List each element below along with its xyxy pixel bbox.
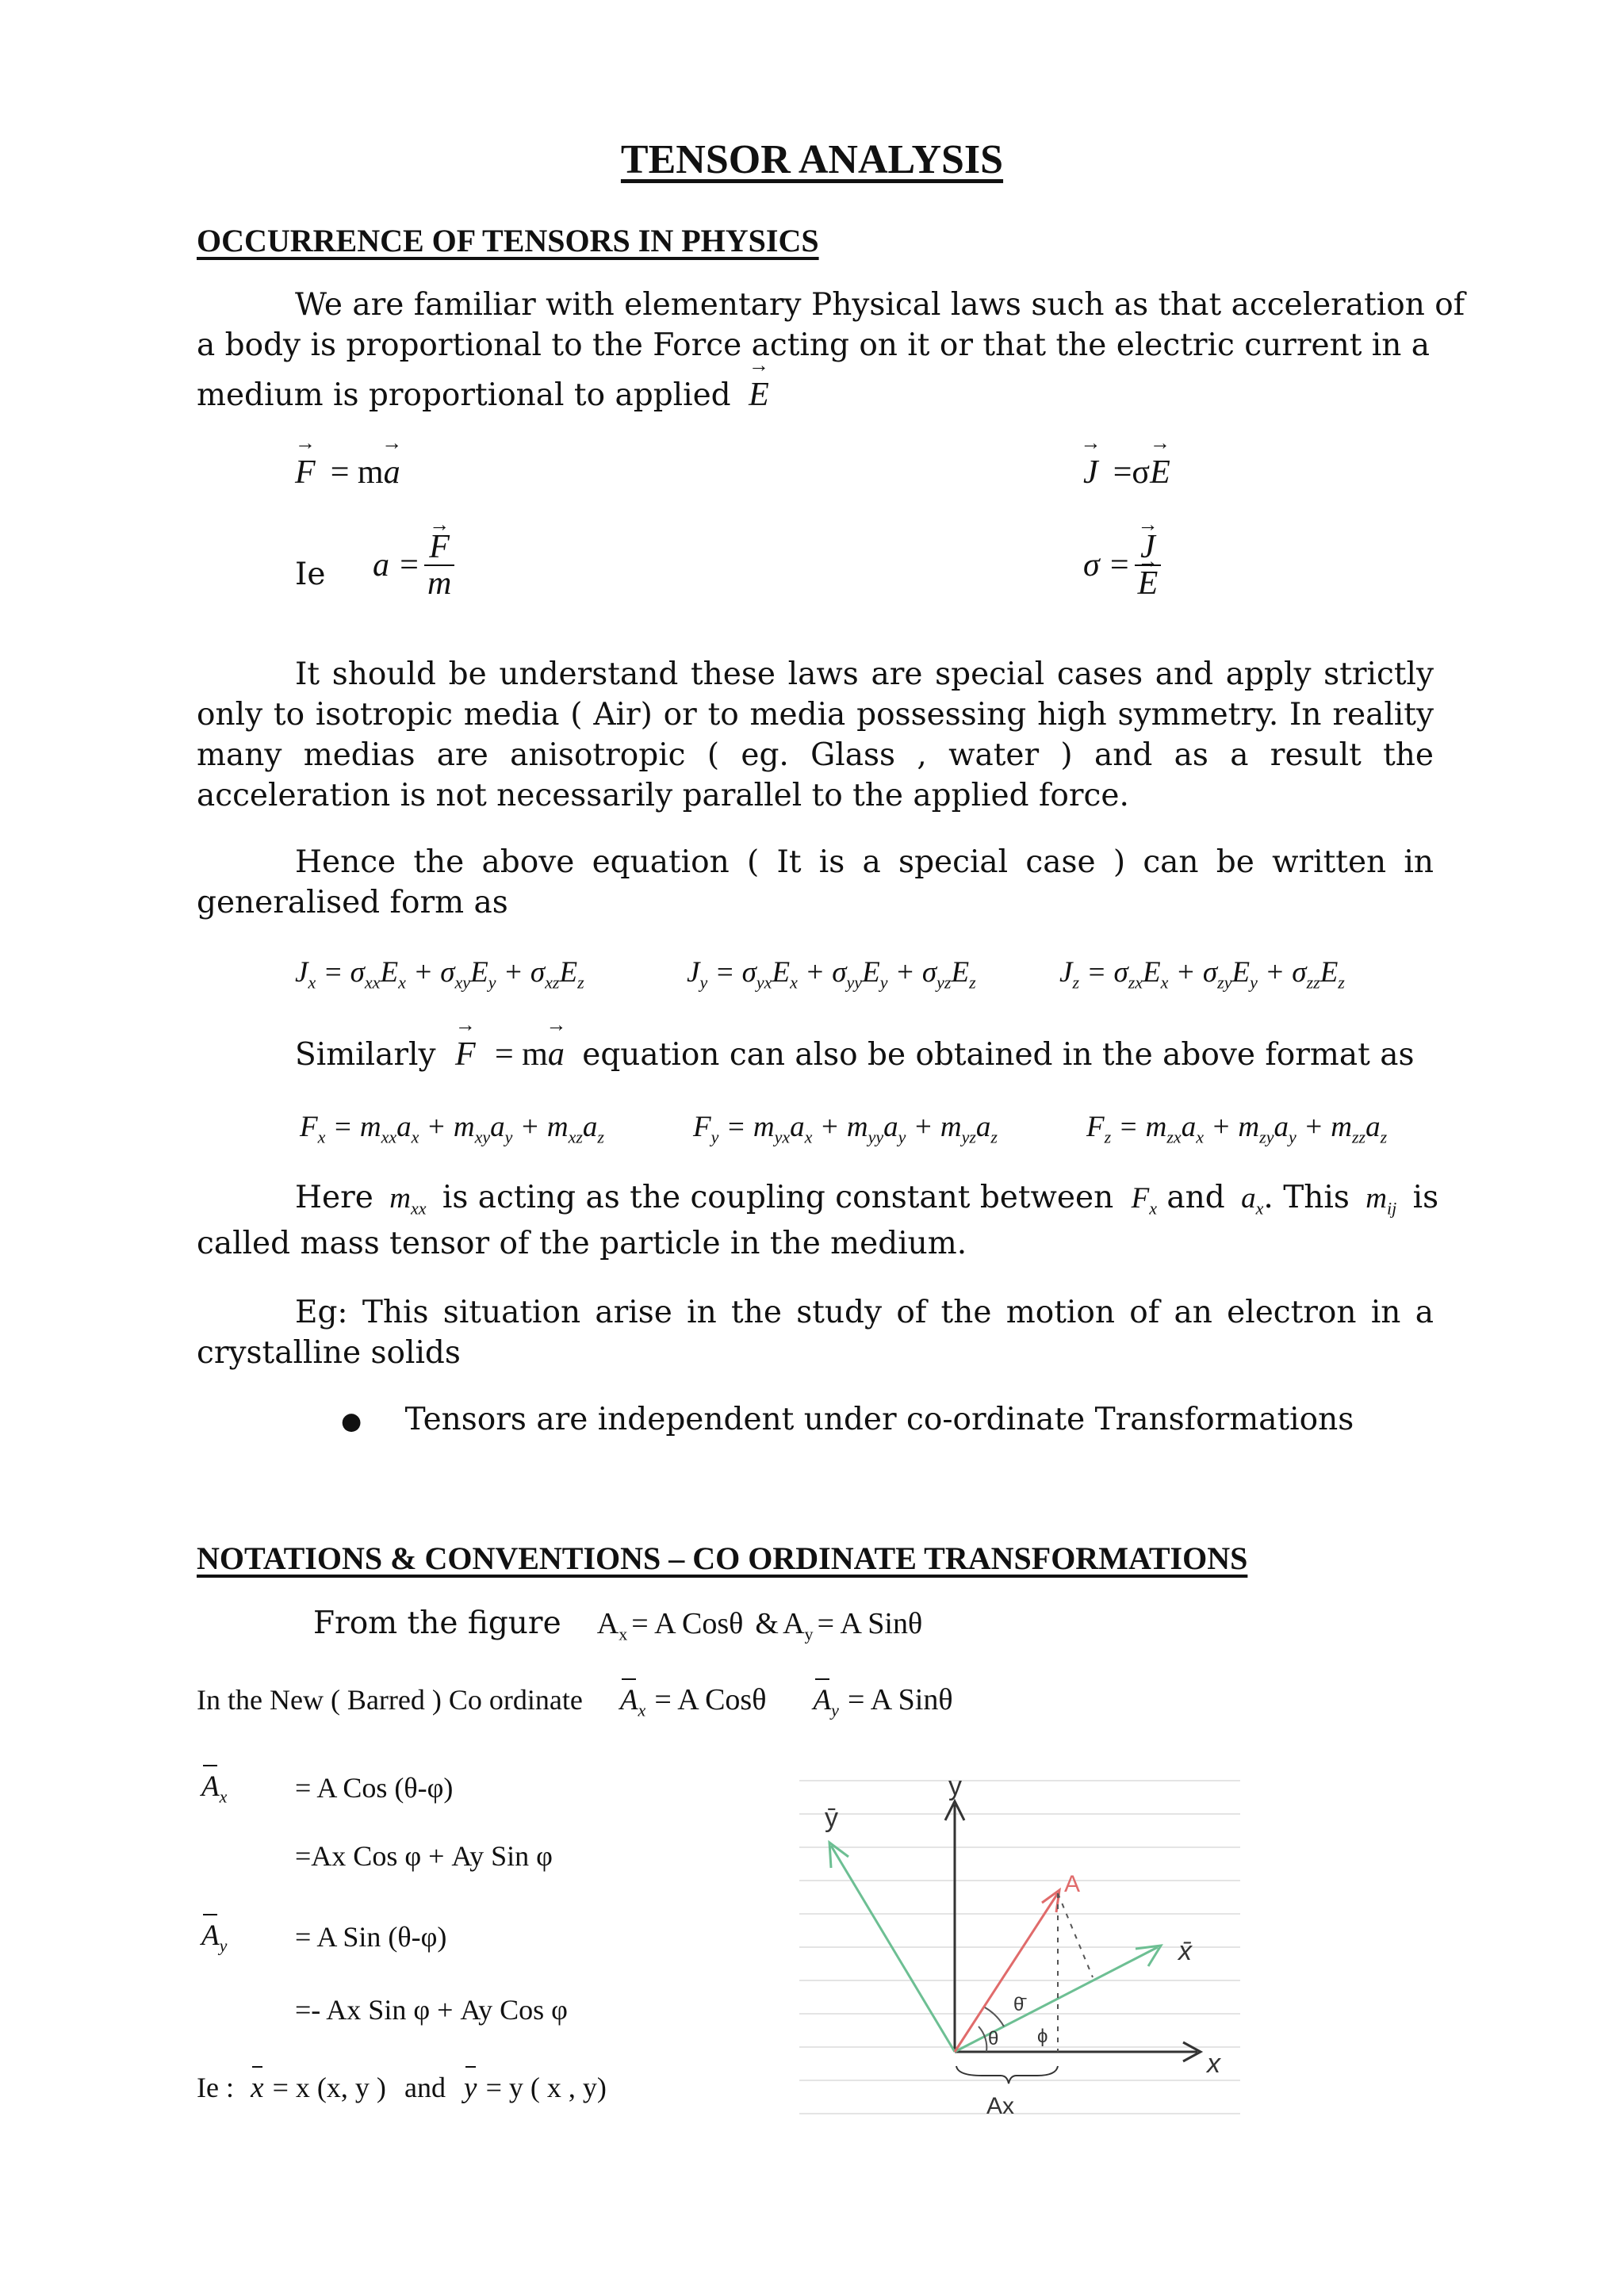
section-heading-notations: NOTATIONS & CONVENTIONS – CO ORDINATE TRANSFORMATIONS [197,1540,1248,1576]
fraction-a-num: → F [429,530,450,564]
paragraph-example: Eg: This situation arise in the study of the motion of an electron in a crystalline solids [197,1295,1434,1371]
equation-jy: $J_y = \sigma_{yx}E_x + \sigma_{yy}E_y + \sigma_{yz}E_z$ [687,956,976,993]
barred-label: In the New ( Barred ) Co ordinate [197,1684,583,1716]
equation-force [295,453,400,492]
from-figure-line: From the figure $A_x = A$ Cosθ & $A_y = A$ Sinθ [313,1605,923,1644]
equation-fy: $F_y = m_{yx}a_x + m_{yy}a_y + m_{yz}a_z$ [693,1111,998,1147]
step-1: = A Cos (θ-φ) [295,1772,454,1804]
ie-final-1: = x (x, y ) [272,2072,386,2103]
here-line: Here $m_{xx}$ is acting as the coupling constant between $F_x$ and $a_x$. This $m_{ij}$ is [295,1180,1439,1219]
ie-label: Ie [295,557,326,592]
similarly-prefix: Similarly [295,1037,436,1073]
equation-fz: $F_z = m_{zx}a_x + m_{zy}a_y + m_{zz}a_z$ [1086,1111,1388,1147]
step-4: =- Ax Sin φ + Ay Cos φ [295,1994,568,2026]
similarly-vector-a: → a [548,1035,565,1073]
similarly-equals: = m [495,1036,548,1073]
similarly-line [295,1035,1414,1073]
fraction-sigma [1083,530,1161,601]
barred-ay-rhs: = A Sinθ [847,1683,953,1716]
step-2: =Ax Cos φ + Ay Sin φ [295,1840,553,1872]
ie-final-2: = y ( x , y) [485,2072,607,2103]
vector-e: → E [749,376,769,414]
here-p3: and [1166,1180,1225,1215]
paragraph-generalised: Hence the above equation ( It is a special case ) can be written in generalised form as [197,844,1434,920]
barred-ax-symbol: $A_x$ [201,1770,228,1807]
intro-line-3 [197,376,769,414]
similarly-suffix: equation can also be obtained in the above format as [582,1037,1415,1073]
step-3: = A Sin (θ-φ) [295,1921,447,1953]
vector-e-2: → E [1150,453,1170,492]
equation-jx: $J_x = \sigma_{xx}E_x + \sigma_{xy}E_y + \sigma_{xz}E_z$ [295,956,584,993]
similarly-vector-f: → F [455,1035,476,1073]
y-axis-label: y [948,1773,962,1801]
from-figure-label: From the figure [313,1605,561,1641]
here-p1: Here [295,1180,373,1215]
equation-jz: $J_z = \sigma_{zx}E_x + \sigma_{zy}E_y + \sigma_{zz}E_z$ [1059,956,1345,993]
intro-line-2: a body is proportional to the Force acting on it or that the electric current in a [197,327,1431,363]
bullet-text: Tensors are independent under co-ordinate Transformations [404,1402,1354,1437]
phi-label: ϕ [1037,2026,1048,2047]
here-m-xx: m [389,1182,411,1215]
bullet-dot: ● [341,1407,362,1436]
here-p4: . This [1263,1180,1350,1215]
barred-y-axis [831,1846,955,2052]
here-p2: is acting as the coupling constant between [442,1180,1114,1215]
intro-line-1: We are familiar with elementary Physical laws such as that acceleration of [295,287,1465,323]
ax-label: Ax [986,2093,1015,2119]
here-m-ij: m [1365,1182,1387,1215]
vector-j: → J [1083,453,1098,492]
equation-current [1083,453,1170,492]
here-a-x: a [1241,1182,1256,1215]
intro-line-3-text: medium is proportional to applied [197,377,731,413]
barred-coordinate-line: In the New ( Barred ) Co ordinate $A_x = A$ Cosθ $A_y = A$ Sinθ [197,1683,953,1720]
ay-equation: = A Sinθ [817,1607,923,1640]
barred-x-label: x̄ [1178,1936,1192,1966]
bullet-item [341,1402,1354,1437]
equation-fx: $F_x = m_{xx}a_x + m_{xy}a_y + m_{xz}a_z$ [300,1111,604,1147]
fraction-a-lhs: a = [373,547,420,584]
vector-a-label: A [1064,1871,1081,1897]
vector-a: → a [384,453,400,492]
here-f-x: F [1131,1182,1150,1215]
theta-bar-label: θ̄ [1013,1994,1025,2015]
here-line-2: called mass tensor of the particle in the medium. [197,1226,967,1261]
theta-label: θ [988,2028,999,2049]
page-title: TENSOR ANALYSIS [620,137,1004,182]
vector-f: → F [295,453,316,492]
figure-grid [799,1781,1240,2114]
fraction-sigma-lhs: σ = [1083,547,1131,584]
ie-final-line: Ie : x = x (x, y ) and y = y ( x , y) [197,2072,607,2104]
ie-final-and: and [404,2072,446,2103]
fraction-sigma-num: → J [1140,530,1155,564]
ie-final-label: Ie : [197,2072,234,2103]
projection-line-barred [1058,1893,1093,1977]
equals-m: = m [330,454,384,491]
ax-equation: = A Cosθ [631,1607,744,1640]
fraction-a-den: m [427,565,452,602]
barred-ay-symbol: $A_y$ [201,1919,228,1956]
fraction-a [373,530,454,601]
fraction-sigma-den: → E [1138,566,1159,601]
paragraph-isotropic: It should be understand these laws are special cases and apply strictly only to isotropic media ( Air) or to media possessing high symmetry. In reality many medias are anisotropic ( eg. Glass , water ) and as a result the acceleration is not necessarily parallel to the applied force. [197,656,1434,813]
x-axis-label: x [1207,2049,1220,2079]
barred-y-label: ȳ [825,1803,838,1833]
ampersand: & [755,1607,779,1640]
coordinate-figure [799,1773,1240,2137]
barred-ax-rhs: = A Cosθ [654,1683,767,1716]
here-p5: is [1412,1180,1439,1215]
equals-sigma: =σ [1113,454,1151,491]
section-heading-occurrence: OCCURRENCE OF TENSORS IN PHYSICS [197,223,819,258]
